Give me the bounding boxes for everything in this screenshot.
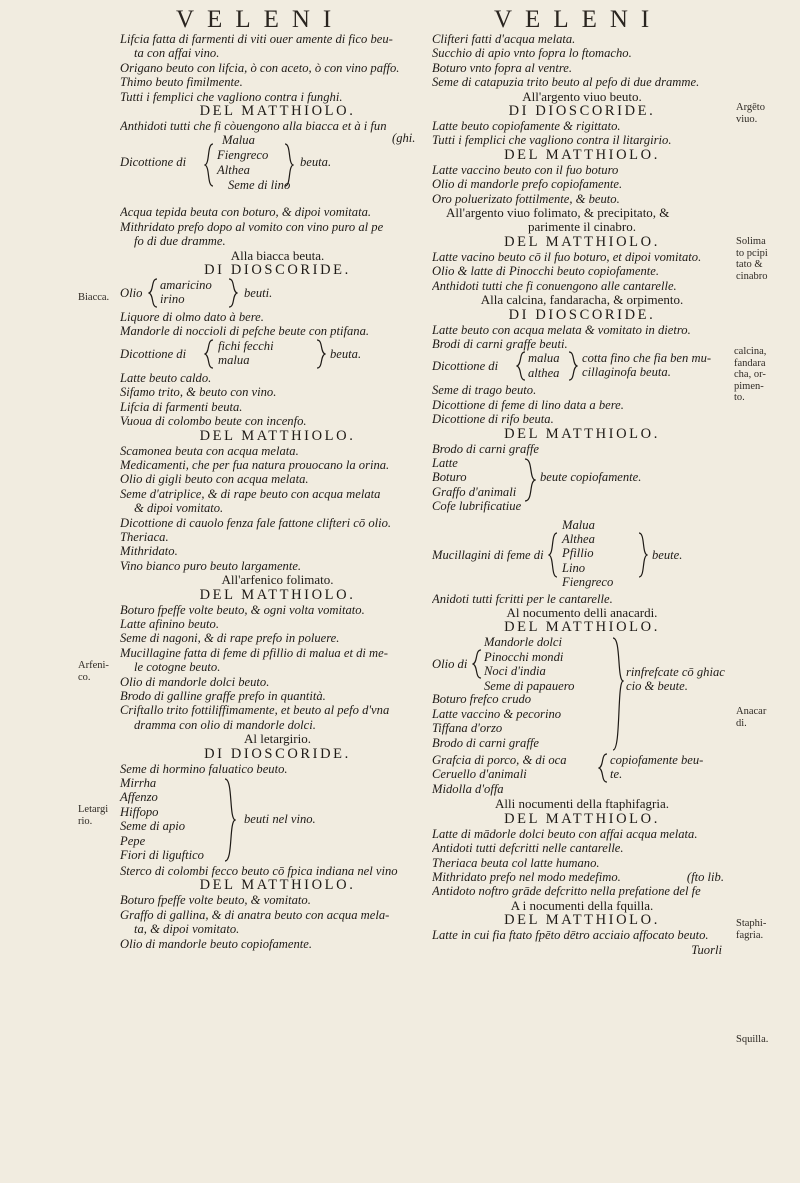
text-line: Tutti i femplici che vagliono contra il litargirio. (432, 133, 672, 148)
section-heading: DI DIOSCORIDE. (508, 306, 656, 323)
text-line: Seme d'atriplice, & di rape beuto con acqua melata (120, 486, 381, 501)
recipe-group: Mirrha Affenzo Hiffopo Seme di apio Pepe Fiori di liguftico beuti nel vino. (120, 776, 316, 862)
margin-note-calcina: calcina, fandara cha, or- pimen- to. (734, 346, 767, 403)
text-line: Clifteri fatti d'acqua melata. (432, 32, 576, 46)
text-line: Mucillagine fatta di feme di pfillio di malua et di me- (120, 645, 388, 660)
subheading: A i nocumenti della fquilla. (510, 897, 654, 913)
recipe-group: Olio amaricino irino beuti. (120, 278, 273, 307)
section-heading: DEL MATTHIOLO. (504, 619, 660, 636)
subheading: Al letargirio. (244, 731, 311, 747)
brace-left (516, 351, 526, 381)
recipe-group: Dicottione di malua althea cotta fino che fia ben mu- cillaginofa beuta. (432, 351, 712, 380)
margin-note-solimato: Solima to pcipi tato & cinabro (736, 236, 768, 282)
page-header-left: VELENI (176, 6, 345, 33)
text-line: Origano beuto con lifcia, ò con aceto, ò con vino paffo. (120, 60, 400, 75)
text-line: Seme di trago beuto. (432, 383, 537, 398)
brace-right (228, 278, 238, 308)
section-heading: DEL MATTHIOLO. (504, 425, 660, 442)
text-line: Latte beuto copiofamente & rigittato. (432, 119, 621, 134)
text-line: Olio di mandorle prefo copiofamente. (432, 177, 623, 192)
subheading: All'argento viuo folimato, & precipitato, & (446, 205, 670, 221)
text-line: fo di due dramme. (134, 234, 226, 249)
text-line: Lifcia di farmenti beuta. (120, 399, 243, 414)
brace-right (224, 778, 236, 862)
text-line: Boturo vnto fopra al ventre. (432, 60, 573, 75)
text-line: Seme di nagoni, & di rape prefo in poluere. (120, 631, 340, 646)
text-line: Brodi di carni graffe beuti. (432, 336, 568, 351)
recipe-group: Brodo di carni graffe Latte Boturo Graffo d'animali Cofe lubrificatiue beute copiofamente. (432, 441, 642, 514)
text-line: Mithridato prefo dopo al vomito con vino puro al pe (120, 219, 384, 234)
margin-note-argento: Argēto viuo. (736, 102, 765, 125)
recipe-group: Malua (ghi. Dicottione di Fiengreco Althea beuta. Seme di lino (120, 131, 416, 193)
brace-left (472, 649, 482, 679)
section-heading: DEL MATTHIOLO. (504, 146, 660, 163)
page-header-right: VELENI (494, 6, 663, 33)
margin-note-squilla: Squilla. (736, 1034, 769, 1045)
subheading: Alla calcina, fandaracha, & orpimento. (480, 292, 684, 308)
brace-right (612, 637, 624, 751)
text-line: Graffo di gallina, & di anatra beuto con acqua mela- (120, 907, 390, 922)
text-line: Latte beuto caldo. (120, 370, 212, 385)
text-line: Criftallo trito fottiliffimamente, et beuto al pefo d'vna (120, 703, 390, 718)
subheading: Al nocumento delli anacardi. (506, 604, 658, 620)
text-line: Anidoti tutti fcritti per le cantarelle. (432, 591, 613, 606)
text-line: Dicottione di feme di lino data a bere. (432, 397, 624, 412)
text-line: Latte vacino beuto cō il fuo boturo, et dipoi vomitato. (432, 249, 702, 264)
text-line: Latte beuto con acqua melata & vomitato in dietro. (432, 322, 691, 337)
text-line: Mithridato. (120, 544, 178, 559)
subheading: All'arfenico folimato. (221, 572, 334, 588)
text-line: Mithridato prefo nel modo medefimo. (fto lib. (432, 869, 724, 884)
section-heading: DI DIOSCORIDE. (204, 262, 351, 279)
text-line: Dicottione di rifo beuta. (432, 412, 554, 427)
text-line: Seme di hormino faluatico beuto. (120, 761, 288, 776)
text-line: Olio & latte di Pinocchi beuto copiofamente. (432, 264, 659, 279)
text-line: Latte in cui fia ftato fpēto dētro acciaio affocato beuto. (432, 928, 709, 943)
section-heading: DEL MATTHIOLO. (504, 810, 660, 827)
margin-note-letargirio: Letargi rio. (78, 804, 109, 827)
section-heading: DEL MATTHIOLO. (199, 427, 356, 444)
recipe-group: Olio di Mandorle dolci Pinocchi mondi Noci d'india Seme di papauero Boturo frefco crudo Latte vaccino & pecorino Tiffana d'orzo Brodo di carni graffe rinfrefcate cō ghiac cio & beute. (432, 635, 725, 750)
catchword: Tuorli (691, 942, 722, 957)
subheading: Alli nocumenti della ftaphifagria. (495, 796, 669, 812)
text-line: Vuoua di colombo beute con incenfo. (120, 414, 307, 429)
section-heading: DEL MATTHIOLO. (199, 103, 356, 120)
text-line: Latte di mādorle dolci beuto con affai acqua melata. (432, 826, 698, 841)
margin-note-staphisagria: Staphi- fagria. (736, 918, 767, 941)
text-line: le cotogne beuto. (134, 660, 221, 675)
subheading: All'argento viuo beuto. (522, 88, 642, 104)
text-line: Latte vaccino beuto con il fuo boturo (432, 162, 619, 177)
brace-left (598, 753, 608, 783)
section-heading: DI DIOSCORIDE. (508, 103, 656, 120)
text-line: Olio di mandorle dolci beuto. (120, 674, 270, 689)
recipe-group: Mucillagini di feme di Malua Althea Pfillio Lino Fiengreco beute. (432, 517, 683, 590)
text-line: Oro poluerizato fottilmente, & beuto. (432, 191, 620, 206)
text-line: Liquore di olmo dato à bere. (120, 310, 264, 325)
text-line: Tutti i femplici che vagliono contra i funghi. (120, 89, 343, 104)
text-line: Scamonea beuta con acqua melata. (120, 443, 299, 458)
text-line: Thimo beuto fimilmente. (120, 75, 243, 90)
section-heading: DI DIOSCORIDE. (204, 745, 351, 762)
text-line: Sterco di colombi fecco beuto cō fpica indiana nel vino (120, 864, 398, 879)
text-line: Latte afinino beuto. (120, 616, 219, 631)
margin-note-anacardi: Anacar di. (736, 706, 767, 729)
margin-note-arsenico: Arfeni- co. (78, 660, 109, 683)
text-line: Boturo fpeffe volte beuto, & ogni volta vomitato. (120, 602, 365, 617)
recipe-group: Grafcia di porco, & di oca Ceruello d'animali Midolla d'offa copiofamente beu- te. (432, 753, 704, 797)
brace-left (204, 339, 214, 369)
section-heading: DEL MATTHIOLO. (504, 912, 660, 929)
text-line: Brodo di galline graffe prefo in quantità. (120, 689, 326, 703)
brace-right (524, 458, 536, 502)
brace-right (638, 532, 648, 578)
text-line: Succhio di apio vnto fopra lo ftomacho. (432, 46, 632, 61)
text-line: Anthidoti tutti che fi còuengono alla biacca et à i fun (120, 119, 387, 134)
brace-right (316, 339, 326, 369)
text-line: Dicottione di cauolo fenza fale fattone clifteri cō olio. (120, 515, 392, 530)
brace-left (548, 532, 558, 578)
text-line: Theriaca beuta col latte humano. (432, 855, 600, 870)
text-line: Seme di catapuzia trito beuto al pefo di due dramme. (432, 75, 700, 90)
text-line: Olio di gigli beuto con acqua melata. (120, 472, 309, 487)
text-line: ta con affai vino. (134, 46, 220, 61)
text-line: Mandorle di noccioli di pefche beute con ptifana. (120, 324, 370, 339)
section-heading: DEL MATTHIOLO. (504, 233, 660, 250)
subheading: parimente il cinabro. (528, 219, 636, 235)
brace-right (568, 351, 578, 381)
text-line: Olio di mandorle beuto copiofamente. (120, 936, 313, 951)
text-line: Medicamenti, che per fua natura prouocano la orina. (120, 457, 390, 472)
right-column (432, 32, 732, 957)
text-line: Acqua tepida beuta con boturo, & dipoi vomitata. (120, 205, 372, 220)
text-line: Antidoti tutti defcritti nelle cantarelle. (432, 841, 624, 856)
recipe-group: Dicottione di fichi fecchi malua beuta. (120, 338, 362, 368)
text-line: Boturo fpeffe volte beuto, & vomitato. (120, 893, 311, 908)
brace-left (204, 143, 214, 187)
text-line: & dipoi vomitato. (134, 501, 224, 516)
brace-left (148, 278, 158, 308)
margin-note-biacca: Biacca. (78, 292, 110, 303)
text-line: Lifcia fatta di farmenti di viti ouer amente di fico beu- (120, 32, 393, 46)
text-line: Theriaca. (120, 529, 169, 544)
text-line: Antidoto noftro grāde defcritto nella prefatione del fe (432, 884, 701, 899)
section-heading: DEL MATTHIOLO. (199, 877, 356, 894)
text-line: dramma con olio di mandorle dolci. (134, 717, 316, 732)
text-line: Anthidoti tutti che fi conuengono alle cantarelle. (432, 278, 677, 293)
section-heading: DEL MATTHIOLO. (199, 586, 356, 603)
text-line: Vino bianco puro beuto largamente. (120, 558, 302, 573)
subheading: Alla biacca beuta. (230, 247, 325, 263)
text-line: ta, & dipoi vomitato. (134, 922, 240, 937)
text-line: Sifamo trito, & beuto con vino. (120, 385, 277, 400)
left-column (120, 32, 435, 951)
